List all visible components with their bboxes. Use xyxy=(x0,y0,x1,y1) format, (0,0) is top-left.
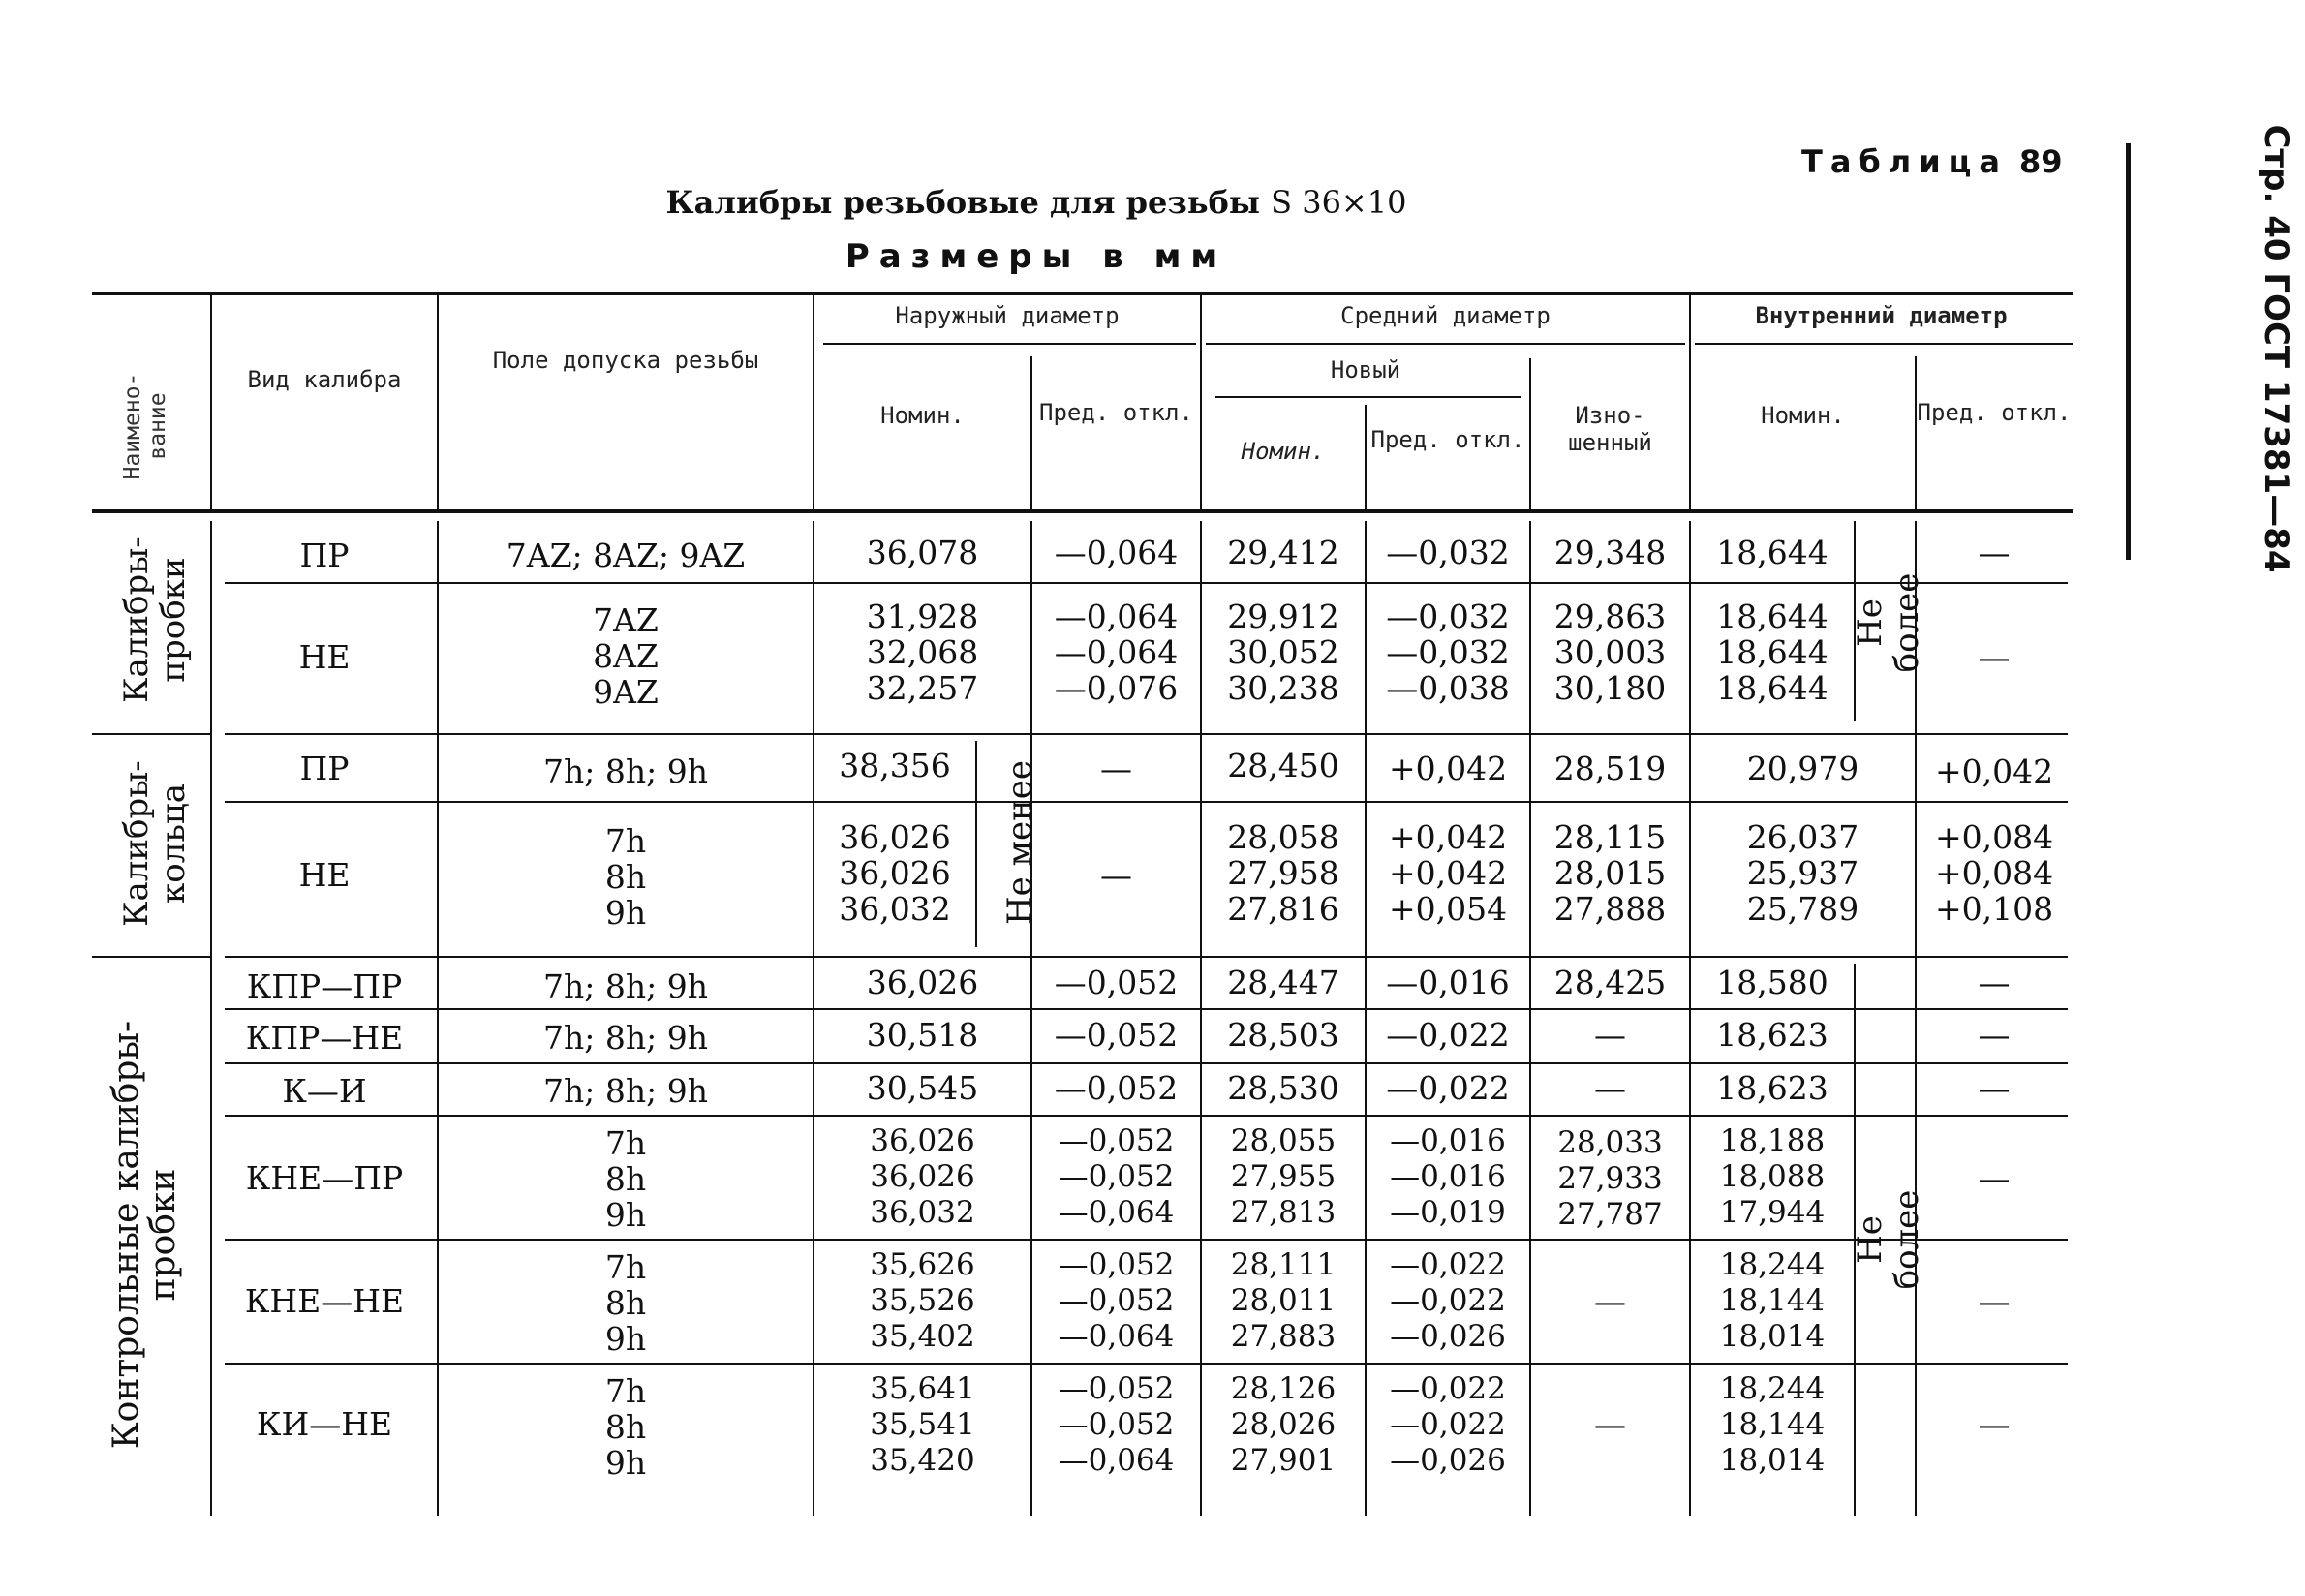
column-header-outer-deviation: Пред. откл. xyxy=(1039,399,1193,426)
cell-type: К—И xyxy=(282,1072,367,1110)
cell-inner-deviation: — xyxy=(1978,1159,2011,1197)
cell-mid-deviation: —0,022 —0,022 —0,026 xyxy=(1390,1371,1506,1478)
cell-tolerance: 7h; 8h; 9h xyxy=(543,967,708,1005)
side-reference: Стр. 40 ГОСТ 17381—84 xyxy=(2257,124,2295,573)
cell-inner-nominal: 18,188 18,088 17,944 xyxy=(1719,1123,1826,1230)
cell-outer-deviation: — xyxy=(1100,750,1132,787)
cell-mid-nominal: 28,530 xyxy=(1227,1069,1339,1107)
cell-outer-deviation: —0,052 xyxy=(1054,964,1179,1001)
cell-type: НЕ xyxy=(298,638,351,676)
column-header-inner-nominal: Номин. xyxy=(1761,402,1845,429)
column-header-outer-nominal: Номин. xyxy=(880,402,965,429)
cell-worn: 28,115 28,015 27,888 xyxy=(1553,818,1667,928)
cell-worn: 28,425 xyxy=(1553,964,1667,1001)
column-header-outer: Наружный диаметр xyxy=(895,302,1120,329)
cell-type: ПР xyxy=(299,537,350,574)
cell-mid-deviation: —0,016 xyxy=(1386,964,1510,1001)
cell-type: КПР—НЕ xyxy=(245,1019,404,1057)
table-word: Таблица xyxy=(1801,143,2008,180)
column-header-mid-nominal: Номин. xyxy=(1241,438,1326,465)
column-header-new: Новый xyxy=(1330,356,1401,384)
cell-tolerance: 7h 8h 9h xyxy=(604,1372,647,1482)
cell-inner-nominal: 18,644 18,644 18,644 xyxy=(1716,598,1829,707)
cell-worn: — xyxy=(1594,1016,1626,1054)
cell-worn: 28,519 xyxy=(1553,750,1667,787)
cell-worn: — xyxy=(1594,1069,1626,1107)
cell-tolerance: 7h 8h 9h xyxy=(604,1248,647,1358)
cell-outer-nominal: 36,026 36,026 36,032 xyxy=(870,1123,975,1230)
cell-mid-nominal: 28,055 27,955 27,813 xyxy=(1230,1123,1337,1230)
cell-outer-nominal: 35,641 35,541 35,420 xyxy=(870,1371,975,1478)
cell-inner-deviation: — xyxy=(1978,1405,2011,1443)
cell-outer-nominal: 35,626 35,526 35,402 xyxy=(870,1247,975,1354)
cell-inner-deviation: +0,084 +0,084 +0,108 xyxy=(1934,818,2054,928)
cell-tolerance: 7h; 8h; 9h xyxy=(543,1072,708,1110)
cell-mid-deviation: —0,022 xyxy=(1386,1016,1510,1054)
cell-type: ПР xyxy=(299,750,350,787)
cell-mid-nominal: 28,111 28,011 27,883 xyxy=(1230,1247,1337,1354)
title-text: Калибры резьбовые для резьбы xyxy=(665,184,1260,221)
cell-inner-deviation: — xyxy=(1978,1282,2011,1320)
cell-worn: — xyxy=(1594,1282,1626,1320)
cell-type: КНЕ—НЕ xyxy=(244,1282,405,1320)
column-header-mid-deviation: Пред. откл. xyxy=(1370,426,1525,453)
cell-inner-deviation: — xyxy=(1978,1069,2011,1107)
cell-inner-deviation: +0,042 xyxy=(1934,752,2054,790)
column-header-gauge-type: Вид калибра xyxy=(247,366,402,393)
group-label-plugs: Калибры- пробки xyxy=(117,537,193,703)
cell-outer-deviation: —0,052 xyxy=(1054,1016,1179,1054)
cell-mid-deviation: +0,042 xyxy=(1388,750,1508,787)
cell-outer-nominal: 31,928 32,068 32,257 xyxy=(866,598,979,707)
group-label-control: Контрольные калибры-пробки xyxy=(107,1020,183,1450)
cell-mid-deviation: —0,032 xyxy=(1386,534,1510,571)
cell-outer-deviation: —0,052 —0,052 —0,064 xyxy=(1058,1123,1175,1230)
cell-mid-nominal: 29,912 30,052 30,238 xyxy=(1227,598,1339,707)
cell-outer-nominal: 36,026 36,026 36,032 xyxy=(839,818,951,928)
column-header-inner-deviation: Пред. откл. xyxy=(1917,399,2072,426)
cell-mid-nominal: 28,126 28,026 27,901 xyxy=(1230,1371,1337,1478)
cell-mid-nominal: 28,447 xyxy=(1227,964,1339,1001)
cell-outer-nominal: 36,078 xyxy=(866,534,979,571)
side-note-not-more-bottom: Не более xyxy=(1851,1189,1926,1290)
cell-inner-deviation: — xyxy=(1978,534,2011,571)
cell-tolerance: 7h 8h 9h xyxy=(604,1124,647,1234)
column-header-tolerance: Поле допуска резьбы xyxy=(492,347,759,374)
cell-worn: 29,863 30,003 30,180 xyxy=(1553,598,1667,707)
cell-outer-deviation: —0,064 —0,064 —0,076 xyxy=(1054,598,1179,707)
cell-inner-nominal: 18,244 18,144 18,014 xyxy=(1719,1371,1826,1478)
cell-inner-nominal: 18,623 xyxy=(1716,1069,1829,1107)
table-number: 89 xyxy=(2018,143,2063,180)
cell-mid-deviation: —0,016 —0,016 —0,019 xyxy=(1390,1123,1506,1230)
cell-tolerance: 7AZ; 8AZ; 9AZ xyxy=(506,537,746,574)
cell-worn: — xyxy=(1594,1405,1626,1443)
cell-inner-nominal: 20,979 xyxy=(1746,750,1859,787)
cell-mid-deviation: —0,032 —0,032 —0,038 xyxy=(1386,598,1510,707)
cell-outer-deviation: —0,052 xyxy=(1054,1069,1179,1107)
column-header-middle: Средний диаметр xyxy=(1340,302,1551,329)
cell-worn: 28,033 27,933 27,787 xyxy=(1557,1125,1663,1232)
column-header-inner: Внутренний диаметр xyxy=(1755,302,2008,329)
cell-outer-nominal: 30,545 xyxy=(866,1069,979,1107)
cell-inner-deviation: — xyxy=(1978,964,2011,1001)
column-header-name: Наимено- вание xyxy=(120,372,170,480)
cell-type: КПР—ПР xyxy=(246,967,403,1005)
cell-mid-deviation: —0,022 —0,022 —0,026 xyxy=(1390,1247,1506,1354)
cell-type: КНЕ—ПР xyxy=(245,1159,404,1197)
cell-mid-deviation: +0,042 +0,042 +0,054 xyxy=(1388,818,1508,928)
column-header-worn: Изно- шенный xyxy=(1568,402,1652,456)
cell-outer-deviation: —0,052 —0,052 —0,064 xyxy=(1058,1371,1175,1478)
cell-outer-deviation: — xyxy=(1100,856,1132,894)
cell-mid-nominal: 29,412 xyxy=(1227,534,1339,571)
cell-inner-nominal: 18,623 xyxy=(1716,1016,1829,1054)
cell-inner-nominal: 26,037 25,937 25,789 xyxy=(1746,818,1859,928)
cell-outer-nominal: 30,518 xyxy=(866,1016,979,1054)
units-caption: Размеры в мм xyxy=(845,237,1228,276)
cell-outer-deviation: —0,052 —0,052 —0,064 xyxy=(1058,1247,1175,1354)
cell-worn: 29,348 xyxy=(1553,534,1667,571)
cell-mid-deviation: —0,022 xyxy=(1386,1069,1510,1107)
cell-tolerance: 7h; 8h; 9h xyxy=(543,752,708,790)
cell-type: КИ—НЕ xyxy=(256,1405,393,1443)
cell-inner-nominal: 18,244 18,144 18,014 xyxy=(1719,1247,1826,1354)
cell-mid-nominal: 28,450 xyxy=(1227,747,1339,784)
cell-outer-nominal: 36,026 xyxy=(866,964,979,1001)
cell-tolerance: 7h; 8h; 9h xyxy=(543,1019,708,1057)
side-note-not-more-top: Не более xyxy=(1851,572,1926,673)
cell-mid-nominal: 28,058 27,958 27,816 xyxy=(1227,818,1339,928)
title-thread: S 36×10 xyxy=(1271,184,1407,221)
side-note-not-less: Не менее xyxy=(1000,759,1039,926)
group-label-rings: Калибры- кольца xyxy=(117,760,193,927)
cell-type: НЕ xyxy=(298,856,351,894)
cell-tolerance: 7h 8h 9h xyxy=(604,822,647,932)
cell-tolerance: 7AZ 8AZ 9AZ xyxy=(593,601,659,711)
cell-inner-deviation: — xyxy=(1978,638,2011,676)
cell-inner-nominal: 18,580 xyxy=(1716,964,1829,1001)
cell-mid-nominal: 28,503 xyxy=(1227,1016,1339,1054)
cell-inner-nominal: 18,644 xyxy=(1716,534,1829,571)
cell-outer-deviation: —0,064 xyxy=(1054,534,1179,571)
cell-inner-deviation: — xyxy=(1978,1016,2011,1054)
cell-outer-nominal: 38,356 xyxy=(839,747,951,784)
